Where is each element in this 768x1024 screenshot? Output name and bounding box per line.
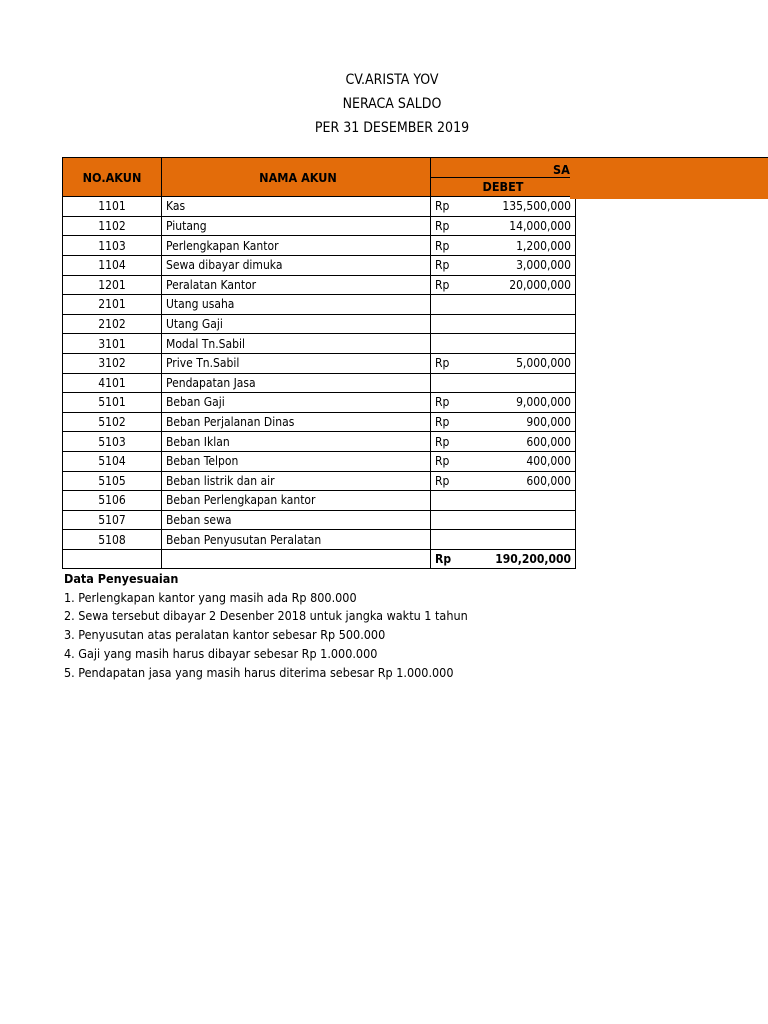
account-number: 1101 [63,197,162,217]
account-name: Prive Tn.Sabil [162,353,431,373]
table-row [63,451,576,471]
account-name: Utang Gaji [162,314,431,334]
currency-label: Rp [435,552,452,567]
account-number: 5106 [63,491,162,511]
account-name: Piutang [162,216,431,236]
trial-balance-table [62,157,576,569]
account-name: Beban listrik dan air [162,471,431,491]
debet-cell [431,393,576,413]
account-number: 4101 [63,373,162,393]
debet-cell [431,510,576,530]
account-number: 5105 [63,471,162,491]
debet-cell [431,471,576,491]
debet-cell [431,255,576,275]
header-saldo-partial: SA [553,162,570,177]
debet-amount: 20,000,000 [509,277,571,292]
currency-label: Rp [435,238,450,253]
table-row [63,471,576,491]
debet-cell [431,275,576,295]
account-name: Beban Penyusutan Peralatan [162,530,431,550]
account-number: 5107 [63,510,162,530]
account-number: 5104 [63,451,162,471]
account-name: Beban Gaji [162,393,431,413]
company-name: CV.ARISTA YOV [345,72,439,88]
debet-amount: 400,000 [526,454,571,469]
total-row [63,549,576,569]
currency-label: Rp [435,356,450,371]
debet-cell [431,236,576,256]
account-number: 3102 [63,353,162,373]
currency-label: Rp [435,199,450,214]
debet-cell [431,216,576,236]
report-period: PER 31 DESEMBER 2019 [314,120,470,136]
account-number: 5103 [63,432,162,452]
debet-cell [431,295,576,315]
note-item: 1. Perlengkapan kantor yang masih ada Rp 800.000 [64,589,357,605]
account-number: 2101 [63,295,162,315]
debet-cell [431,451,576,471]
note-item: 5. Pendapatan jasa yang masih harus diterima sebesar Rp 1.000.000 [64,664,454,680]
table-row [63,295,576,315]
account-name: Perlengkapan Kantor [162,236,431,256]
debet-cell [431,491,576,511]
total-name-cell [162,549,431,569]
table-row [63,393,576,413]
account-number: 1103 [63,236,162,256]
account-number: 1104 [63,255,162,275]
debet-amount: 14,000,000 [509,219,571,234]
note-item: 2. Sewa tersebut dibayar 2 Desenber 2018 untuk jangka waktu 1 tahun [64,608,468,624]
currency-label: Rp [435,395,450,410]
table-row [63,216,576,236]
total-debet-cell [431,549,576,569]
debet-cell [431,353,576,373]
account-number: 5101 [63,393,162,413]
account-name: Peralatan Kantor [162,275,431,295]
debet-cell [431,334,576,354]
saldo-header-band [570,157,768,199]
note-item: 4. Gaji yang masih harus dibayar sebesar Rp 1.000.000 [64,645,378,661]
report-title-block [0,68,768,140]
currency-label: Rp [435,415,450,430]
debet-cell [431,197,576,217]
trial-balance-table-wrap [62,157,576,569]
account-number: 2102 [63,314,162,334]
account-number: 5102 [63,412,162,432]
header-no-akun: NO.AKUN [63,158,162,197]
debet-amount: 9,000,000 [516,395,571,410]
table-row [63,334,576,354]
debet-amount: 600,000 [526,473,571,488]
table-row [63,432,576,452]
report-name: NERACA SALDO [342,96,442,112]
account-name: Sewa dibayar dimuka [162,255,431,275]
table-body [63,197,576,569]
debet-amount: 135,500,000 [502,199,571,214]
account-name: Pendapatan Jasa [162,373,431,393]
debet-cell [431,314,576,334]
account-number: 3101 [63,334,162,354]
account-name: Kas [162,197,431,217]
header-debet: DEBET [431,177,576,197]
currency-label: Rp [435,454,450,469]
debet-cell [431,432,576,452]
table-row [63,412,576,432]
account-number: 1102 [63,216,162,236]
table-row [63,510,576,530]
table-row [63,353,576,373]
account-name: Beban Perlengkapan kantor [162,491,431,511]
adjustment-notes [64,570,468,682]
debet-amount: 190,200,000 [495,552,571,567]
table-row [63,275,576,295]
account-name: Modal Tn.Sabil [162,334,431,354]
account-name: Beban Telpon [162,451,431,471]
account-name: Beban Perjalanan Dinas [162,412,431,432]
account-name: Beban sewa [162,510,431,530]
account-name: Beban Iklan [162,432,431,452]
account-number: 1201 [63,275,162,295]
debet-cell [431,412,576,432]
table-row [63,236,576,256]
debet-amount: 3,000,000 [516,258,571,273]
table-row [63,255,576,275]
debet-amount: 5,000,000 [516,356,571,371]
account-number: 5108 [63,530,162,550]
currency-label: Rp [435,473,450,488]
currency-label: Rp [435,434,450,449]
currency-label: Rp [435,219,450,234]
table-row [63,491,576,511]
debet-amount: 1,200,000 [516,238,571,253]
notes-title: Data Penyesuaian [64,571,179,586]
debet-amount: 900,000 [526,415,571,430]
debet-cell [431,530,576,550]
table-row [63,197,576,217]
account-name: Utang usaha [162,295,431,315]
currency-label: Rp [435,277,450,292]
currency-label: Rp [435,258,450,273]
table-row [63,314,576,334]
table-row [63,530,576,550]
debet-amount: 600,000 [526,434,571,449]
header-nama-akun: NAMA AKUN [162,158,431,197]
debet-cell [431,373,576,393]
table-row [63,373,576,393]
note-item: 3. Penyusutan atas peralatan kantor sebesar Rp 500.000 [64,627,386,643]
total-no-cell [63,549,162,569]
